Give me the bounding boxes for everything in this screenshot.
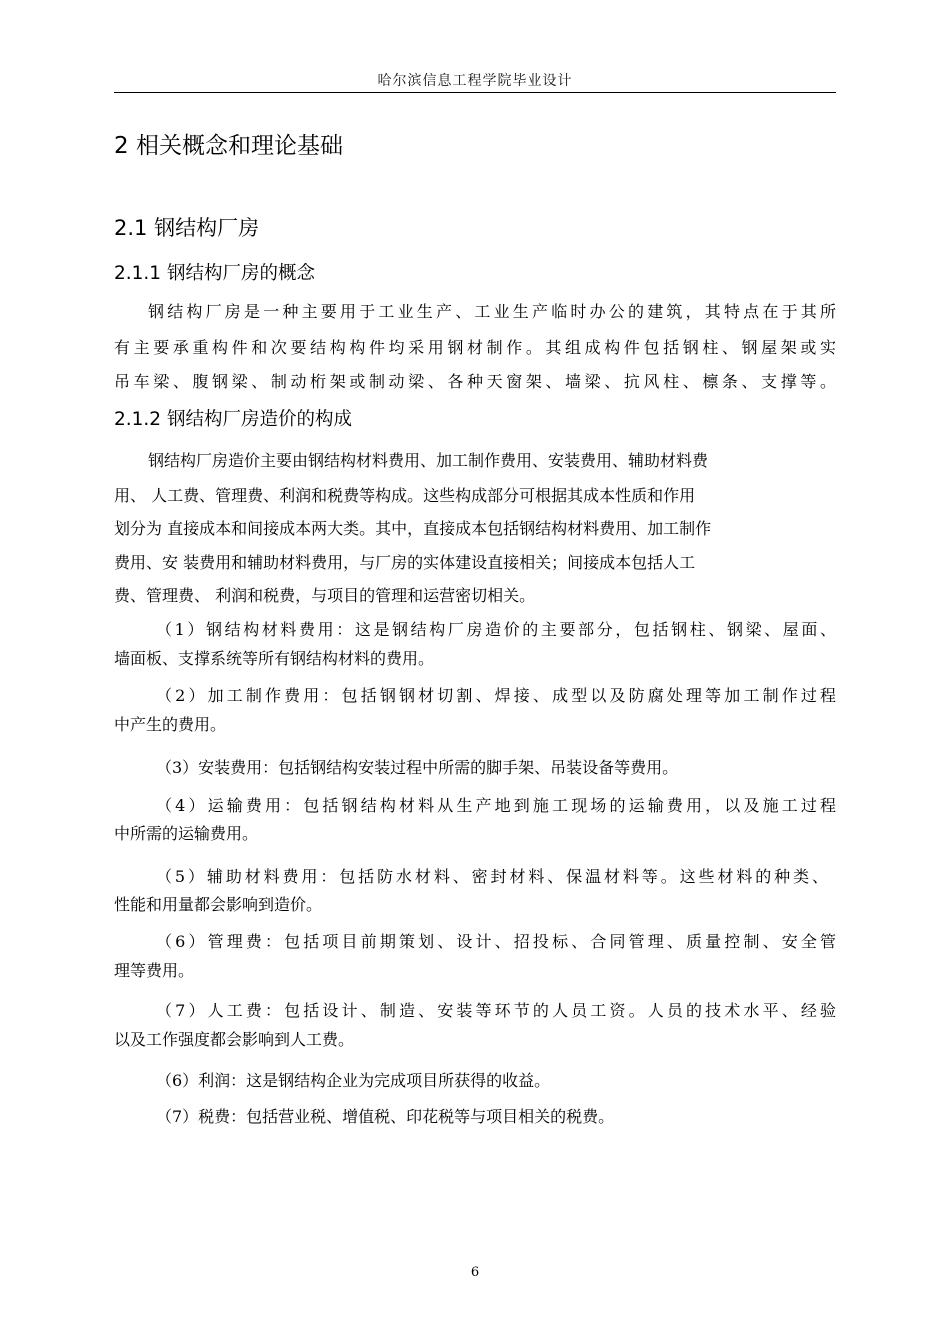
list-item-line: （3）安装费用：包括钢结构安装过程中所需的脚手架、吊装设备等费用。 bbox=[156, 758, 679, 777]
list-item-line: （6）管理费：包括项目前期策划、设计、招投标、合同管理、质量控制、安全管 bbox=[156, 932, 836, 951]
chapter-title: 2 相关概念和理论基础 bbox=[114, 133, 343, 159]
paragraph-line: 划分为 直接成本和间接成本两大类。其中，直接成本包括钢结构材料费用、加工制作 bbox=[114, 519, 712, 538]
list-item-line: 中所需的运输费用。 bbox=[114, 824, 259, 843]
section-2-1-1-title: 2.1.1 钢结构厂房的概念 bbox=[114, 263, 315, 284]
paragraph-line: 用、 人工费、管理费、利润和税费等构成。这些构成部分可根据其成本性质和作用 bbox=[114, 486, 696, 505]
list-item-line: （4）运输费用：包括钢结构材料从生产地到施工现场的运输费用，以及施工过程 bbox=[156, 796, 836, 815]
section-2-1-title: 2.1 钢结构厂房 bbox=[114, 216, 260, 240]
paragraph-line: 钢结构厂房造价主要由钢结构材料费用、加工制作费用、安装费用、辅助材料费 bbox=[148, 451, 709, 470]
paragraph-line: 费用、安 装费用和辅助材料费用，与厂房的实体建设直接相关；间接成本包括人工 bbox=[114, 553, 696, 572]
paragraph-line: 钢结构厂房是一种主要用于工业生产、工业生产临时办公的建筑，其特点在于其所 bbox=[148, 302, 836, 321]
list-item-line: （7）人工费：包括设计、制造、安装等环节的人员工资。人员的技术水平、经验 bbox=[156, 1001, 836, 1020]
list-item-line: （5）辅助材料费用：包括防水材料、密封材料、保温材料等。这些材料的种类、 bbox=[156, 867, 828, 886]
list-item-line: （1）钢结构材料费用：这是钢结构厂房造价的主要部分，包括钢柱、钢梁、屋面、 bbox=[156, 620, 836, 639]
paragraph-line: 吊车梁、腹钢梁、制动桁架或制动梁、各种天窗架、墙梁、抗风柱、檩条、支撑等。 bbox=[114, 372, 836, 391]
list-item-line: （7）税费：包括营业税、增值税、印花税等与项目相关的税费。 bbox=[156, 1107, 615, 1126]
paragraph-line: 费、管理费、 利润和税费，与项目的管理和运营密切相关。 bbox=[114, 586, 536, 605]
section-2-1-2-title: 2.1.2 钢结构厂房造价的构成 bbox=[114, 409, 352, 430]
header-divider bbox=[114, 92, 836, 93]
page-number: 6 bbox=[470, 1265, 480, 1280]
list-item-line: 墙面板、支撑系统等所有钢结构材料的费用。 bbox=[114, 649, 435, 668]
paragraph-line: 有主要承重构件和次要结构构件均采用钢材制作。其组成构件包括钢柱、钢屋架或实 bbox=[114, 338, 836, 357]
list-item-line: 性能和用量都会影响到造价。 bbox=[114, 895, 323, 914]
page-header-title: 哈尔滨信息工程学院毕业设计 bbox=[377, 73, 573, 89]
list-item-line: （6）利润：这是钢结构企业为完成项目所获得的收益。 bbox=[156, 1071, 551, 1090]
list-item-line: （2）加工制作费用：包括钢钢材切割、焊接、成型以及防腐处理等加工制作过程 bbox=[156, 686, 836, 705]
list-item-line: 中产生的费用。 bbox=[114, 715, 227, 734]
list-item-line: 以及工作强度都会影响到人工费。 bbox=[114, 1030, 355, 1049]
list-item-line: 理等费用。 bbox=[114, 961, 195, 980]
